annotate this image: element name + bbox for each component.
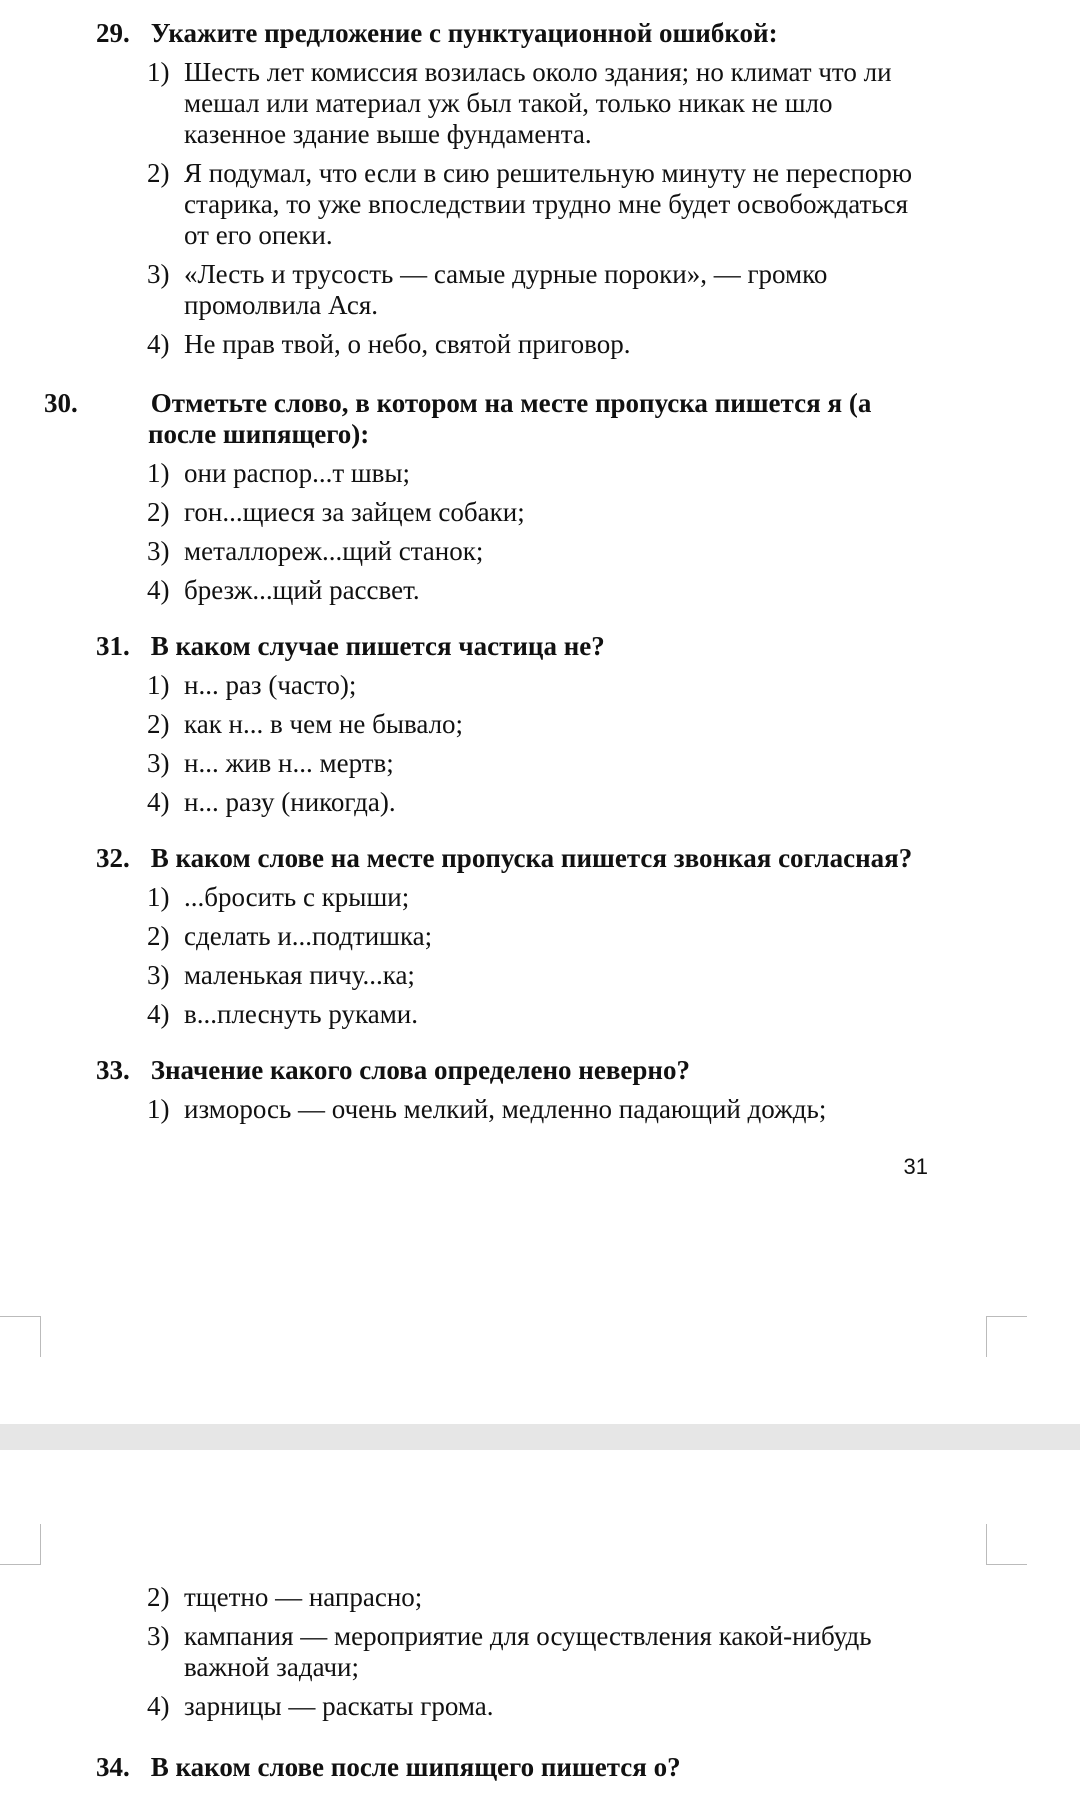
option-text: в...плеснуть руками. — [184, 999, 418, 1029]
question-text: Отметьте слово, в котором на месте пропуска пишется я (а после шипящего): — [148, 388, 872, 449]
option-text: н... разу (никогда). — [184, 787, 396, 817]
option-text: тщетно — напрасно; — [184, 1582, 423, 1612]
answer-options — [96, 882, 936, 1030]
question-text: Укажите предложение с пунктуационной ошибкой: — [150, 18, 778, 48]
option-number: 2) — [147, 921, 170, 951]
option-text: н... жив н... мертв; — [184, 748, 394, 778]
option-number: 4) — [147, 1691, 170, 1721]
question-title — [96, 18, 936, 49]
question-33-continued — [96, 1582, 936, 1722]
option-text: как н... в чем не бывало; — [184, 709, 464, 739]
answer-options — [96, 1094, 936, 1125]
answer-option — [96, 921, 936, 952]
question-title — [96, 1752, 936, 1783]
option-text: брезж...щий рассвет. — [184, 575, 420, 605]
answer-option — [96, 1621, 936, 1683]
option-number: 4) — [147, 999, 170, 1029]
option-number: 2) — [147, 709, 170, 739]
question-number: 29. — [96, 18, 130, 48]
option-text: н... раз (часто); — [184, 670, 357, 700]
question-text: В каком слове после шипящего пишется о? — [150, 1752, 681, 1782]
option-text: Не прав твой, о небо, святой приговор. — [184, 329, 631, 359]
page-separator — [0, 1424, 1080, 1450]
answer-option — [96, 748, 936, 779]
answer-option — [96, 787, 936, 818]
answer-option — [96, 259, 936, 321]
question-text: Значение какого слова определено неверно? — [150, 1055, 690, 1085]
page-number: 31 — [903, 1154, 928, 1179]
answer-option — [96, 497, 936, 528]
question-title — [44, 388, 936, 450]
answer-options — [96, 1582, 936, 1722]
option-number: 4) — [147, 575, 170, 605]
option-text: «Лесть и трусость — самые дурные пороки», — громко промолвила Ася. — [184, 259, 828, 320]
option-number: 3) — [147, 259, 170, 289]
option-text: сделать и...подтишка; — [184, 921, 433, 951]
option-number: 3) — [147, 1621, 170, 1651]
question-33 — [96, 1055, 936, 1125]
page-32 — [0, 1450, 1080, 1797]
answer-option — [96, 536, 936, 567]
question-29 — [96, 18, 936, 360]
answer-option — [96, 670, 936, 701]
question-text: В каком слове на месте пропуска пишется звонкая согласная? — [150, 843, 913, 873]
option-number: 1) — [147, 57, 170, 87]
option-text: маленькая пичу...ка; — [184, 960, 415, 990]
answer-option — [96, 329, 936, 360]
question-title — [96, 843, 936, 874]
crop-mark — [986, 1524, 1027, 1565]
answer-option — [96, 575, 936, 606]
question-32 — [96, 843, 936, 1030]
answer-options — [96, 57, 936, 360]
question-30 — [44, 388, 936, 606]
answer-option — [96, 57, 936, 150]
option-text: кампания — мероприятие для осуществления какой-нибудь важной задачи; — [184, 1621, 872, 1682]
option-number: 2) — [147, 1582, 170, 1612]
option-number: 4) — [147, 329, 170, 359]
question-title — [96, 631, 936, 662]
option-number: 1) — [147, 670, 170, 700]
answer-option — [96, 882, 936, 913]
answer-options — [96, 670, 936, 818]
answer-option — [96, 999, 936, 1030]
option-number: 3) — [147, 748, 170, 778]
option-number: 4) — [147, 787, 170, 817]
question-number: 30. — [44, 388, 78, 418]
option-number: 3) — [147, 960, 170, 990]
question-title — [96, 1055, 936, 1086]
option-text: ...бросить с крыши; — [184, 882, 410, 912]
option-text: металлореж...щий станок; — [184, 536, 484, 566]
question-31 — [96, 631, 936, 818]
option-number: 1) — [147, 882, 170, 912]
question-number: 34. — [96, 1752, 130, 1782]
answer-option — [96, 158, 936, 251]
option-text: изморось — очень мелкий, медленно падающий дождь; — [184, 1094, 827, 1124]
question-number: 32. — [96, 843, 130, 873]
answer-option — [96, 1691, 936, 1722]
option-text: зарницы — раскаты грома. — [184, 1691, 494, 1721]
crop-mark — [0, 1524, 41, 1565]
question-text: В каком случае пишется частица не? — [150, 631, 605, 661]
answer-option — [96, 1094, 936, 1125]
option-number: 1) — [147, 458, 170, 488]
option-text: гон...щиеся за зайцем собаки; — [184, 497, 525, 527]
option-text: Шесть лет комиссия возилась около здания; но климат что ли мешал или материал уж был такой, только никак не шло казенное здание выше фундамента. — [184, 57, 892, 149]
option-number: 2) — [147, 158, 170, 188]
option-number: 2) — [147, 497, 170, 527]
question-number: 33. — [96, 1055, 130, 1085]
answer-option — [96, 960, 936, 991]
question-number: 31. — [96, 631, 130, 661]
crop-mark — [986, 1316, 1027, 1357]
answer-option — [96, 1582, 936, 1613]
option-number: 1) — [147, 1094, 170, 1124]
answer-options — [96, 458, 936, 606]
crop-mark — [0, 1316, 41, 1357]
option-text: они распор...т швы; — [184, 458, 411, 488]
question-34 — [96, 1752, 936, 1783]
answer-option — [96, 458, 936, 489]
option-number: 3) — [147, 536, 170, 566]
answer-option — [96, 709, 936, 740]
option-text: Я подумал, что если в сию решительную минуту не переспорю старика, то уже впоследствии трудно мне будет освобождаться от его опеки. — [184, 158, 913, 250]
